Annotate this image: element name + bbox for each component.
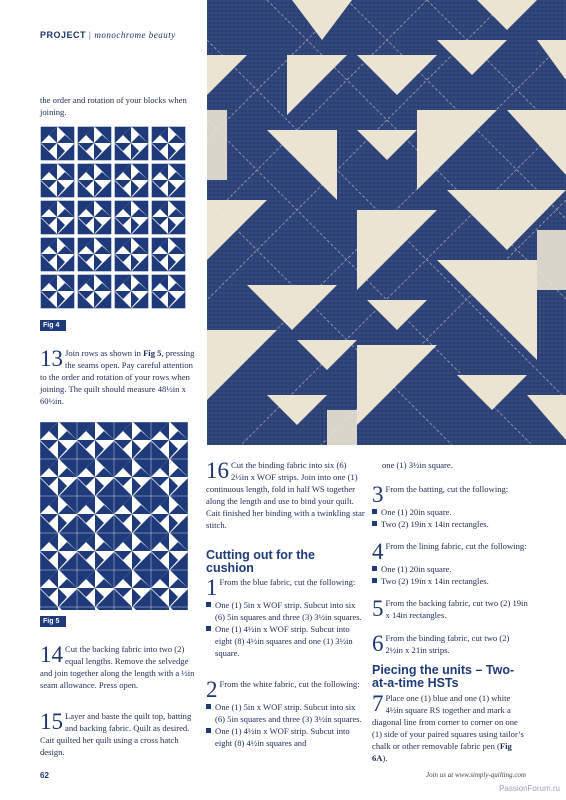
project-label: PROJECT [40, 30, 87, 40]
footer-url: Join us at www.simply-quilting.com [425, 771, 526, 779]
fig5-diagram [40, 422, 188, 615]
piecing-heading: Piecing the units – Two-at-a-time HSTs [372, 663, 515, 690]
quilt-photo [207, 0, 566, 445]
fig6a-reference: Fig 6A [372, 741, 512, 763]
header-separator: | [89, 30, 92, 40]
list-item: Two (2) 19in x 14in rectangles. [372, 518, 528, 530]
watermark: PassionForum.ru [499, 784, 560, 793]
cushion-step-2-number: 2 [206, 677, 218, 702]
fig4-diagram [40, 126, 188, 316]
cushion-step-2: 2 From the white fabric, cut the following: One (1) 5in x WOF strip. Subcut into six (6) 5in squares and three (3) 3½in squares. One (1) 4½in x WOF strip. Subcut into eight (8) 4½in squares and [206, 678, 366, 749]
cushion-step-4-number: 4 [372, 539, 384, 564]
step-14: 14 Cut the backing fabric into two (2) equal lengths. Remove the selvedge and join together along the length with a ½in seam allowance. Press open. [40, 642, 195, 690]
page-number: 62 [40, 771, 49, 780]
cushion-step-4: 4 From the lining fabric, cut the following: One (1) 20in square. Two (2) 19in x 14in rectangles. [372, 539, 527, 586]
cushion-step-1-number: 1 [206, 575, 218, 600]
cushion-heading: Cutting out for the cushion [206, 548, 315, 575]
step-15: 15 Layer and baste the quilt top, batting and backing fabric. Quilt as desired. Cait quilted her quilt using a cross hatch design. [40, 709, 192, 757]
cushion-step-3: 3 From the batting, cut the following: One (1) 20in square. Two (2) 19in x 14in rectangles. [372, 483, 528, 530]
cushion-step-5-number: 5 [372, 596, 384, 621]
list-item: One (1) 5in x WOF strip. Subcut into six (6) 5in squares and three (3) 3½in squares. [206, 599, 366, 623]
step-16-number: 16 [206, 458, 229, 483]
step-15-number: 15 [40, 709, 63, 734]
list-item: Two (2) 19in x 14in rectangles. [372, 575, 528, 587]
step-13: 13 Join rows as shown in Fig 5, pressing the seams open. Pay careful attention to the order and rotation of your rows when joining. The quilt should measure 48½in x 60½in. [40, 346, 195, 406]
fig5-label: Fig 5 [40, 616, 66, 627]
cushion-step-6: 6 From the binding fabric, cut two (2) 2½in x 21in strips. [372, 631, 510, 656]
cushion-step-3-number: 3 [372, 482, 384, 507]
piecing-step-7: 7 Place one (1) blue and one (1) white 4½in square RS together and mark a diagonal line from corner to corner on one (1) side of your paired squares using tailor’s chalk or other removable fabric pen (Fig 6A). [372, 691, 524, 763]
intro-text: the order and rotation of your blocks when joining. [40, 95, 187, 117]
page-header [40, 30, 176, 40]
fig5-reference: Fig 5 [143, 348, 162, 358]
cushion-step-2-continued: one (1) 3½in square. [382, 460, 453, 470]
list-item: One (1) 20in square. [372, 563, 528, 575]
fig4-label: Fig 4 [40, 320, 66, 331]
cushion-step-5: 5 From the backing fabric, cut two (2) 19in x 14in rectangles. [372, 596, 528, 621]
step-13-number: 13 [40, 346, 63, 371]
list-item: One (1) 4½in x WOF strip. Subcut into eight (8) 4½in squares and one (1) 3½in square. [206, 623, 366, 659]
step-14-number: 14 [40, 642, 63, 667]
header-subtitle: monochrome beauty [94, 30, 176, 40]
cushion-step-1: 1 From the blue fabric, cut the following: One (1) 5in x WOF strip. Subcut into six (6) 5in squares and three (3) 3½in squares. One (1) 4½in x WOF strip. Subcut into eight (8) 4½in squares and one (1) 3½in square. [206, 576, 366, 659]
cushion-step-6-number: 6 [372, 631, 384, 656]
step-16: 16 Cut the binding fabric into six (6) 2½in x WOF strips. Join into one (1) continuous length, fold in half WS together along the length and use to bind your quilt. Cait finished her binding with a twinkling star stitch. [206, 458, 365, 530]
list-item: One (1) 20in square. [372, 506, 528, 518]
piecing-step-7-number: 7 [372, 691, 384, 716]
list-item: One (1) 4½in x WOF strip. Subcut into eight (8) 4½in squares and [206, 725, 366, 749]
list-item: One (1) 5in x WOF strip. Subcut into six (6) 5in squares and three (3) 3½in squares. [206, 701, 366, 725]
